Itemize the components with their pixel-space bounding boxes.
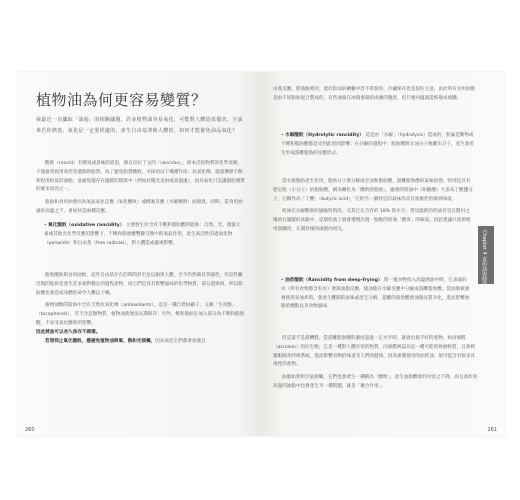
paragraph: 脂肪酸敗與食用油無，這些自由基存在的時間甚至足以損害人體，至今仍然備具爭議性，但這些屬出現的能夠是產生許多相對穩定的過程產物，而它們是具有影響風味的化學物質，部分還與病，所以脂肪酸也會造成身體的命令人難以下嚥。 bbox=[36, 273, 243, 296]
bullet-term: 氧化酸敗（oxidative rancidity） bbox=[48, 223, 125, 228]
left-body-2 bbox=[36, 272, 246, 346]
bullet-hydrolytic: • 水解酸敗（Hydrolytic rancidity） 這是由「水解」（hydrolysis）造成的，無論是動物或不飽和脂肪酸都是受到此原因影響；在分解的過程中，脂肪酸與甘油分子脫離水分子，產生會產生形成游離脂肪的反應形式。 bbox=[281, 133, 474, 156]
bullet-oxidative: • 氧化酸敗（oxidative rancidity） 主要發生於含有不飽和脂肪酸的脂肪：自然、光、微量元素或其他光化學反應的影響下，不飽和脂肪酸雙鍵交換中的氧氣作用，產生高活性的過氧化物（peroxide）和自由基（free radicals），對人體造成嚴重影響。 bbox=[44, 223, 241, 246]
bullet-text: 這是由「水解」（hydrolysis）造成的，無論是動物或不飽和脂肪酸都是受到此原因影響；在分解的過程中，脂肪酸與甘油分子脫離水分子，產生會產生形成游離脂肪的反應形式。 bbox=[281, 133, 474, 156]
right-page bbox=[261, 72, 505, 436]
paragraph: 植物油類的脂肪中含有天然抗氧化劑（antioxidants），這是一種自然屏蔽子，又稱「生育酚」（tocopherols），若不含這類物質，植物油就無法長期保存；另外，飽和脂肪在加入部分為不飽和脂肪酸，不易受氧化酸敗的影響。 bbox=[36, 303, 245, 326]
right-body-top bbox=[273, 86, 478, 108]
bold-line: 若想抑止氧化酸敗，應避免植物油與氧、熱和光接觸， bbox=[45, 338, 156, 344]
right-body-bottom bbox=[273, 335, 478, 396]
book-spread bbox=[17, 72, 505, 436]
intro-text: 我最近一直攝取「油脂」的相關議題，許多植物油容易氧化、可能對人體造成傷害。全油來若你熱衷，氧化是一定要經處的，產生自由基導致人體的，如何才能避免油品氧化？ bbox=[36, 117, 243, 134]
paragraph: 但這還不是最糟糕，當游離脂肪酸的濃度超過一定水平時，就會出現不好的產物，如丙烯醛（acrolein）的衍生物，它是一種對人體有害的物質，丙烯醛被認為是一種可能的致癌物質，且會刺激眼睛及呼吸系統，進而影響食物的味道及人們的健康，因為重覆使用的油炸油，很可能含有較多具毒性的產物。 bbox=[273, 336, 476, 368]
paragraph: 酸敗（rancid）有變臭或異味的意思，源自於拉丁文的「rancidus」，原本泛指物質的化學退變，不過最常被用來形容過期的脂質。為了避免脂質酸敗，可採用以下幾種作法：抗氧化劑、儘量選擇不飽和程度較低的油脂，並避免儲存在溫暖的環境中（例如於陽光直射或高溫處），因為氧化只是讓脂肪變質的眾多原因之一。 bbox=[36, 161, 246, 193]
bullet-text: 主要發生於含有不飽和脂肪酸的脂肪：自然、光、微量元素或其他光化學反應的影響下，不飽和脂肪酸雙鍵交換中的氧氣作用，產生高活性的過氧化物（peroxide）和自由基（free radicals），對人體造成嚴重影響。 bbox=[44, 223, 241, 246]
bullet-text: 將一塊食物投入高溫熱油中時，它表面的水（所有食物都含有水）會與油脂反應，使油脂在水解反應中分解成游離脂肪酸。當油脂被重複使用來油炸時，會產生難聞的氣味或產生分解，遊離的脂肪酸使油脂品質劣化，進而影響油脂的煙點以及食物風味。 bbox=[281, 278, 470, 310]
bullet-term: 水解酸敗（Hydrolytic rancidity） bbox=[285, 133, 364, 138]
left-body-1 bbox=[36, 160, 246, 221]
page-title: 植物油為何更容易變質？ bbox=[36, 91, 207, 109]
chapter-side-tab bbox=[478, 226, 494, 287]
intro-paragraph bbox=[36, 115, 246, 137]
bold-line-tail: 因為氧化它們都會加速自 bbox=[155, 338, 206, 344]
paragraph: 奶油在水解酸敗的風險特別高，尤其它在含有約 18% 的水分，常見溫熱的奶油若是在開封之後放在溫暖的冰箱中，這層奶油上層會慢慢出現一點點的奶油「酸臭」的味道。因此建議只依照使用量購買，在開封後的兩週內用完。 bbox=[273, 209, 471, 232]
page-number-left: 260 bbox=[25, 427, 35, 433]
paragraph: 油脂如果和空氣接觸，它們也會產生一種稱為「酸敗」，產生油脂酸敗的內容之下降，而且油炸到高溫的油脂中也會產生另一種問題，就是「聚合作用」。 bbox=[273, 375, 478, 389]
paragraph: 由基反應，將油瓶密封，置於陰涼的櫥櫃中若不常使用，冷藏保存也是很好主意，由於所有食用油都是由不同脂肪混合製成的，有些油脂在冰箱會凝結成硬的塊狀，但只要回溫就能恢復成液體。 bbox=[273, 87, 476, 101]
right-body-mid bbox=[273, 178, 473, 239]
bold-line: 因此將油可以長久保存不腐壞。 bbox=[36, 329, 101, 335]
page-number-right: 261 bbox=[487, 427, 497, 433]
chapter-tab-label: Chapter 4 食用油與健康 bbox=[481, 230, 487, 287]
left-page bbox=[17, 72, 261, 436]
bullet-term: 油炸酸敗（Rancidity from deep-frying） bbox=[285, 278, 383, 283]
bullet-deep-frying: • 油炸酸敗（Rancidity from deep-frying） 將一塊食物投入高溫熱油中時，它表面的水（所有食物都含有水）會與油脂反應，使油脂在水解反應中分解成游離脂肪酸。當油脂被重複使用來油炸時，會產生難聞的氣味或產生分解，遊離的脂肪酸使油脂品質劣化，進而影響油脂的煙點以及食物風味。 bbox=[281, 278, 470, 310]
paragraph: 脂肪和食用油會因為氧氣氧化反應（氧化酸敗）或酵素反應（水解酸敗）而腐臭，同時，當食用油處於高溫之下，會加快這兩種反應。 bbox=[36, 200, 243, 214]
paragraph: 當水與脂肪產生作用，脂肪分子會分解成甘油和脂肪酸，游離脂肪酸的氣味很強，特別是具有肥皂般（小分子）的脂肪酸，稱為轉化為「酸敗的脂肪」。嚴重的奶油中（如酪酸）大多為丁酸鹽分子，它稱作為「丁酸」（butyric acid），它的另一個特定的氣味為具有油脂性的腐臭味道。 bbox=[273, 179, 473, 202]
